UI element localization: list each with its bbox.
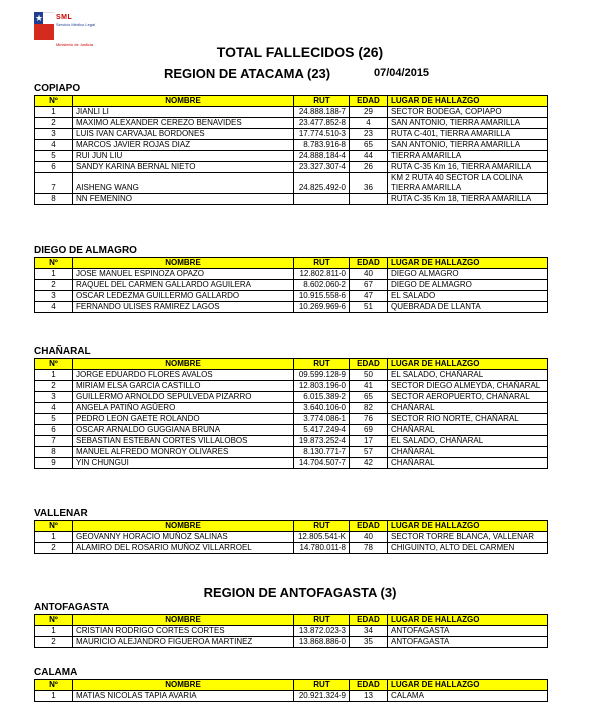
table-header-row bbox=[35, 359, 548, 370]
cell-number: 8 bbox=[35, 447, 73, 458]
cell-location: RUTA C-35 Km 18, TIERRA AMARILLA bbox=[388, 194, 548, 205]
col-rut-header: RUT bbox=[294, 680, 350, 691]
col-nombre-header: NOMBRE bbox=[73, 615, 294, 626]
cell-rut: 13.868.886-0 bbox=[294, 637, 350, 648]
cell-name: MIRIAM ELSA GARCIA CASTILLO bbox=[73, 381, 294, 392]
col-lugar-header: LUGAR DE HALLAZGO bbox=[388, 521, 548, 532]
col-rut-header: RUT bbox=[294, 521, 350, 532]
region-antofagasta-title: REGION DE ANTOFAGASTA (3) bbox=[203, 585, 397, 600]
cell-number: 3 bbox=[35, 129, 73, 140]
cell-number: 4 bbox=[35, 140, 73, 151]
cell-name: SANDY KARINA BERNAL NIETO bbox=[73, 162, 294, 173]
table-row bbox=[35, 458, 548, 469]
table-row bbox=[35, 370, 548, 381]
group-chanaral bbox=[34, 345, 548, 469]
page-title: TOTAL FALLECIDOS (26) bbox=[216, 44, 384, 60]
cell-location: ANTOFAGASTA bbox=[388, 637, 548, 648]
cell-name: GUILLERMO ARNOLDO SEPULVEDA PIZARRO bbox=[73, 392, 294, 403]
table-row bbox=[35, 129, 548, 140]
cell-number: 1 bbox=[35, 532, 73, 543]
cell-number: 6 bbox=[35, 162, 73, 173]
cell-rut: 09.599.128-9 bbox=[294, 370, 350, 381]
cell-name: OSCAR ARNALDO GUGGIANA BRUNA bbox=[73, 425, 294, 436]
cell-number: 5 bbox=[35, 414, 73, 425]
cell-location: CHAÑARAL bbox=[388, 447, 548, 458]
cell-age: 40 bbox=[350, 532, 388, 543]
cell-age: 17 bbox=[350, 436, 388, 447]
victims-table bbox=[34, 257, 548, 313]
col-n-header: Nº bbox=[35, 680, 73, 691]
cell-number: 4 bbox=[35, 302, 73, 313]
cell-rut: 12.802.811-0 bbox=[294, 269, 350, 280]
cell-number: 3 bbox=[35, 291, 73, 302]
cell-number: 1 bbox=[35, 626, 73, 637]
cell-location: SAN ANTONIO, TIERRA AMARILLA bbox=[388, 118, 548, 129]
logo-line1: Servicio Médico Legal bbox=[56, 22, 96, 27]
cell-age: 41 bbox=[350, 381, 388, 392]
cell-number: 6 bbox=[35, 425, 73, 436]
table-row bbox=[35, 532, 548, 543]
col-nombre-header: NOMBRE bbox=[73, 680, 294, 691]
cell-location: SECTOR RIO NORTE, CHAÑARAL bbox=[388, 414, 548, 425]
col-edad-header: EDAD bbox=[350, 521, 388, 532]
col-edad-header: EDAD bbox=[350, 359, 388, 370]
col-n-header: Nº bbox=[35, 96, 73, 107]
group-antofagasta bbox=[34, 601, 548, 648]
cell-location: TIERRA AMARILLA bbox=[388, 151, 548, 162]
cell-age: 65 bbox=[350, 140, 388, 151]
cell-number: 2 bbox=[35, 381, 73, 392]
cell-rut bbox=[294, 194, 350, 205]
group-title: CHAÑARAL bbox=[34, 346, 91, 357]
group-copiapo bbox=[34, 82, 548, 205]
col-nombre-header: NOMBRE bbox=[73, 521, 294, 532]
cell-name: CRISTIAN RODRIGO CORTES CORTES bbox=[73, 626, 294, 637]
table-header-row bbox=[35, 615, 548, 626]
table-row bbox=[35, 626, 548, 637]
cell-rut: 8.783.916-8 bbox=[294, 140, 350, 151]
group-title: CALAMA bbox=[34, 667, 78, 678]
cell-name: FERNANDO ULISES RAMIREZ LAGOS bbox=[73, 302, 294, 313]
cell-location: CHAÑARAL bbox=[388, 458, 548, 469]
cell-name: RUI JUN LIU bbox=[73, 151, 294, 162]
table-row bbox=[35, 118, 548, 129]
cell-name: RAQUEL DEL CARMEN GALLARDO AGUILERA bbox=[73, 280, 294, 291]
cell-name: MAURICIO ALEJANDRO FIGUEROA MARTINEZ bbox=[73, 637, 294, 648]
col-rut-header: RUT bbox=[294, 359, 350, 370]
logo-abbr: SML bbox=[56, 14, 73, 21]
group-title: ANTOFAGASTA bbox=[34, 602, 110, 613]
cell-age: 47 bbox=[350, 291, 388, 302]
table-row bbox=[35, 107, 548, 118]
cell-rut: 14.780.011-8 bbox=[294, 543, 350, 554]
cell-rut: 23.327.307-4 bbox=[294, 162, 350, 173]
cell-age: 13 bbox=[350, 691, 388, 702]
cell-number: 3 bbox=[35, 392, 73, 403]
table-row bbox=[35, 414, 548, 425]
cell-location: SECTOR AEROPUERTO, CHAÑARAL bbox=[388, 392, 548, 403]
table-row bbox=[35, 140, 548, 151]
col-lugar-header: LUGAR DE HALLAZGO bbox=[388, 96, 548, 107]
col-rut-header: RUT bbox=[294, 96, 350, 107]
group-diego-de-almagro bbox=[34, 244, 548, 313]
cell-number: 1 bbox=[35, 370, 73, 381]
cell-age bbox=[350, 194, 388, 205]
col-lugar-header: LUGAR DE HALLAZGO bbox=[388, 258, 548, 269]
report-date: 07/04/2015 bbox=[374, 67, 430, 79]
cell-location: DIEGO ALMAGRO bbox=[388, 269, 548, 280]
cell-location: RUTA C-35 Km 16, TIERRA AMARILLA bbox=[388, 162, 548, 173]
cell-name: MATIAS NICOLAS TAPIA AVARIA bbox=[73, 691, 294, 702]
cell-location: CALAMA bbox=[388, 691, 548, 702]
victims-table bbox=[34, 95, 548, 205]
cell-rut: 13.872.023-3 bbox=[294, 626, 350, 637]
cell-name: YIN CHUNGUI bbox=[73, 458, 294, 469]
cell-name: JIANLI LI bbox=[73, 107, 294, 118]
cell-number: 7 bbox=[35, 436, 73, 447]
cell-number: 5 bbox=[35, 151, 73, 162]
cell-rut: 24.888.184-4 bbox=[294, 151, 350, 162]
victims-table bbox=[34, 614, 548, 648]
table-row bbox=[35, 381, 548, 392]
table-row bbox=[35, 392, 548, 403]
col-edad-header: EDAD bbox=[350, 680, 388, 691]
cell-rut: 24.825.492-0 bbox=[294, 173, 350, 194]
cell-number: 1 bbox=[35, 691, 73, 702]
table-header-row bbox=[35, 680, 548, 691]
table-row bbox=[35, 436, 548, 447]
cell-location: RUTA C-401, TIERRA AMARILLA bbox=[388, 129, 548, 140]
cell-location: QUEBRADA DE LLANTA bbox=[388, 302, 548, 313]
table-row bbox=[35, 302, 548, 313]
cell-age: 26 bbox=[350, 162, 388, 173]
cell-name: JORGE EDUARDO FLORES AVALOS bbox=[73, 370, 294, 381]
col-nombre-header: NOMBRE bbox=[73, 359, 294, 370]
cell-rut: 8.130.771-7 bbox=[294, 447, 350, 458]
col-edad-header: EDAD bbox=[350, 96, 388, 107]
cell-number: 8 bbox=[35, 194, 73, 205]
cell-name: MARCOS JAVIER ROJAS DIAZ bbox=[73, 140, 294, 151]
cell-rut: 6.015.389-2 bbox=[294, 392, 350, 403]
cell-rut: 20.921.324-9 bbox=[294, 691, 350, 702]
cell-age: 57 bbox=[350, 447, 388, 458]
group-title: COPIAPO bbox=[34, 83, 81, 94]
cell-age: 29 bbox=[350, 107, 388, 118]
cell-number: 7 bbox=[35, 173, 73, 194]
cell-location: CHIGUINTO, ALTO DEL CARMEN bbox=[388, 543, 548, 554]
table-row bbox=[35, 637, 548, 648]
cell-location: DIEGO DE ALMAGRO bbox=[388, 280, 548, 291]
group-title: VALLENAR bbox=[34, 508, 88, 519]
cell-location: SECTOR DIEGO ALMEYDA, CHAÑARAL bbox=[388, 381, 548, 392]
cell-rut: 8.602.060-2 bbox=[294, 280, 350, 291]
cell-number: 1 bbox=[35, 269, 73, 280]
col-n-header: Nº bbox=[35, 258, 73, 269]
cell-location: KM 2 RUTA 40 SECTOR LA COLINA TIERRA AMARILLA bbox=[388, 173, 548, 194]
cell-location: ANTOFAGASTA bbox=[388, 626, 548, 637]
cell-age: 4 bbox=[350, 118, 388, 129]
cell-age: 65 bbox=[350, 392, 388, 403]
cell-rut: 10.915.558-6 bbox=[294, 291, 350, 302]
table-row bbox=[35, 280, 548, 291]
table-row bbox=[35, 543, 548, 554]
cell-age: 67 bbox=[350, 280, 388, 291]
cell-name: LUIS IVAN CARVAJAL BORDONES bbox=[73, 129, 294, 140]
col-n-header: Nº bbox=[35, 521, 73, 532]
cell-location: EL SALADO, CHAÑARAL bbox=[388, 370, 548, 381]
table-row bbox=[35, 269, 548, 280]
table-header-row bbox=[35, 96, 548, 107]
cell-age: 76 bbox=[350, 414, 388, 425]
cell-rut: 3.640.106-0 bbox=[294, 403, 350, 414]
cell-location: CHAÑARAL bbox=[388, 425, 548, 436]
col-lugar-header: LUGAR DE HALLAZGO bbox=[388, 359, 548, 370]
table-row bbox=[35, 447, 548, 458]
cell-rut: 10.269.969-6 bbox=[294, 302, 350, 313]
cell-rut: 14.704.507-7 bbox=[294, 458, 350, 469]
cell-age: 40 bbox=[350, 269, 388, 280]
cell-location: EL SALADO bbox=[388, 291, 548, 302]
cell-name: JOSE MANUEL ESPINOZA OPAZO bbox=[73, 269, 294, 280]
cell-rut: 23.477.852-8 bbox=[294, 118, 350, 129]
cell-number: 9 bbox=[35, 458, 73, 469]
logo-line2: Ministerio de Justicia bbox=[56, 42, 94, 47]
cell-number: 2 bbox=[35, 118, 73, 129]
table-row bbox=[35, 425, 548, 436]
cell-name: OSCAR LEDEZMA GUILLERMO GALLARDO bbox=[73, 291, 294, 302]
cell-age: 44 bbox=[350, 151, 388, 162]
cell-rut: 12.805.541-K bbox=[294, 532, 350, 543]
victims-table bbox=[34, 679, 548, 702]
cell-age: 78 bbox=[350, 543, 388, 554]
group-title: DIEGO DE ALMAGRO bbox=[34, 245, 137, 256]
table-header-row bbox=[35, 258, 548, 269]
col-edad-header: EDAD bbox=[350, 258, 388, 269]
cell-age: 23 bbox=[350, 129, 388, 140]
cell-name: SEBASTIAN ESTEBAN CORTES VILLALOBOS bbox=[73, 436, 294, 447]
table-row bbox=[35, 691, 548, 702]
col-nombre-header: NOMBRE bbox=[73, 258, 294, 269]
cell-name: MANUEL ALFREDO MONROY OLIVARES bbox=[73, 447, 294, 458]
victims-table bbox=[34, 358, 548, 469]
cell-age: 34 bbox=[350, 626, 388, 637]
col-n-header: Nº bbox=[35, 615, 73, 626]
cell-rut: 19.873.252-4 bbox=[294, 436, 350, 447]
cell-age: 50 bbox=[350, 370, 388, 381]
cell-rut: 3.774.086-1 bbox=[294, 414, 350, 425]
cell-age: 82 bbox=[350, 403, 388, 414]
cell-rut: 12.803.196-0 bbox=[294, 381, 350, 392]
region-atacama-title: REGION DE ATACAMA (23) bbox=[164, 66, 331, 81]
cell-age: 36 bbox=[350, 173, 388, 194]
cell-rut: 5.417.249-4 bbox=[294, 425, 350, 436]
col-lugar-header: LUGAR DE HALLAZGO bbox=[388, 680, 548, 691]
cell-location: SECTOR BODEGA, COPIAPO bbox=[388, 107, 548, 118]
group-calama bbox=[34, 666, 548, 702]
cell-number: 2 bbox=[35, 543, 73, 554]
col-n-header: Nº bbox=[35, 359, 73, 370]
cell-name: NN FEMENINO bbox=[73, 194, 294, 205]
cell-age: 69 bbox=[350, 425, 388, 436]
cell-name: MAXIMO ALEXANDER CEREZO BENAVIDES bbox=[73, 118, 294, 129]
cell-number: 4 bbox=[35, 403, 73, 414]
cell-number: 2 bbox=[35, 637, 73, 648]
cell-location: SAN ANTONIO, TIERRA AMARILLA bbox=[388, 140, 548, 151]
cell-name: AISHENG WANG bbox=[73, 173, 294, 194]
cell-location: SECTOR TORRE BLANCA, VALLENAR bbox=[388, 532, 548, 543]
table-row bbox=[35, 291, 548, 302]
col-rut-header: RUT bbox=[294, 258, 350, 269]
cell-name: ANGELA PATIÑO AGÜERO bbox=[73, 403, 294, 414]
table-row bbox=[35, 194, 548, 205]
cell-location: EL SALADO, CHAÑARAL bbox=[388, 436, 548, 447]
table-row bbox=[35, 173, 548, 194]
table-header-row bbox=[35, 521, 548, 532]
cell-name: PEDRO LEON GAETE ROLANDO bbox=[73, 414, 294, 425]
col-rut-header: RUT bbox=[294, 615, 350, 626]
cell-name: GEOVANNY HORACIO MUÑOZ SALINAS bbox=[73, 532, 294, 543]
col-edad-header: EDAD bbox=[350, 615, 388, 626]
cell-age: 42 bbox=[350, 458, 388, 469]
cell-rut: 24.888.188-7 bbox=[294, 107, 350, 118]
table-row bbox=[35, 162, 548, 173]
cell-rut: 17.774.510-3 bbox=[294, 129, 350, 140]
col-lugar-header: LUGAR DE HALLAZGO bbox=[388, 615, 548, 626]
cell-age: 51 bbox=[350, 302, 388, 313]
table-row bbox=[35, 151, 548, 162]
table-row bbox=[35, 403, 548, 414]
group-vallenar bbox=[34, 507, 548, 554]
chile-flag-icon: ★ bbox=[34, 12, 54, 40]
cell-name: ALAMIRO DEL ROSARIO MUÑOZ VILLARROEL bbox=[73, 543, 294, 554]
cell-number: 1 bbox=[35, 107, 73, 118]
cell-number: 2 bbox=[35, 280, 73, 291]
victims-table bbox=[34, 520, 548, 554]
cell-location: CHAÑARAL bbox=[388, 403, 548, 414]
col-nombre-header: NOMBRE bbox=[73, 96, 294, 107]
cell-age: 35 bbox=[350, 637, 388, 648]
